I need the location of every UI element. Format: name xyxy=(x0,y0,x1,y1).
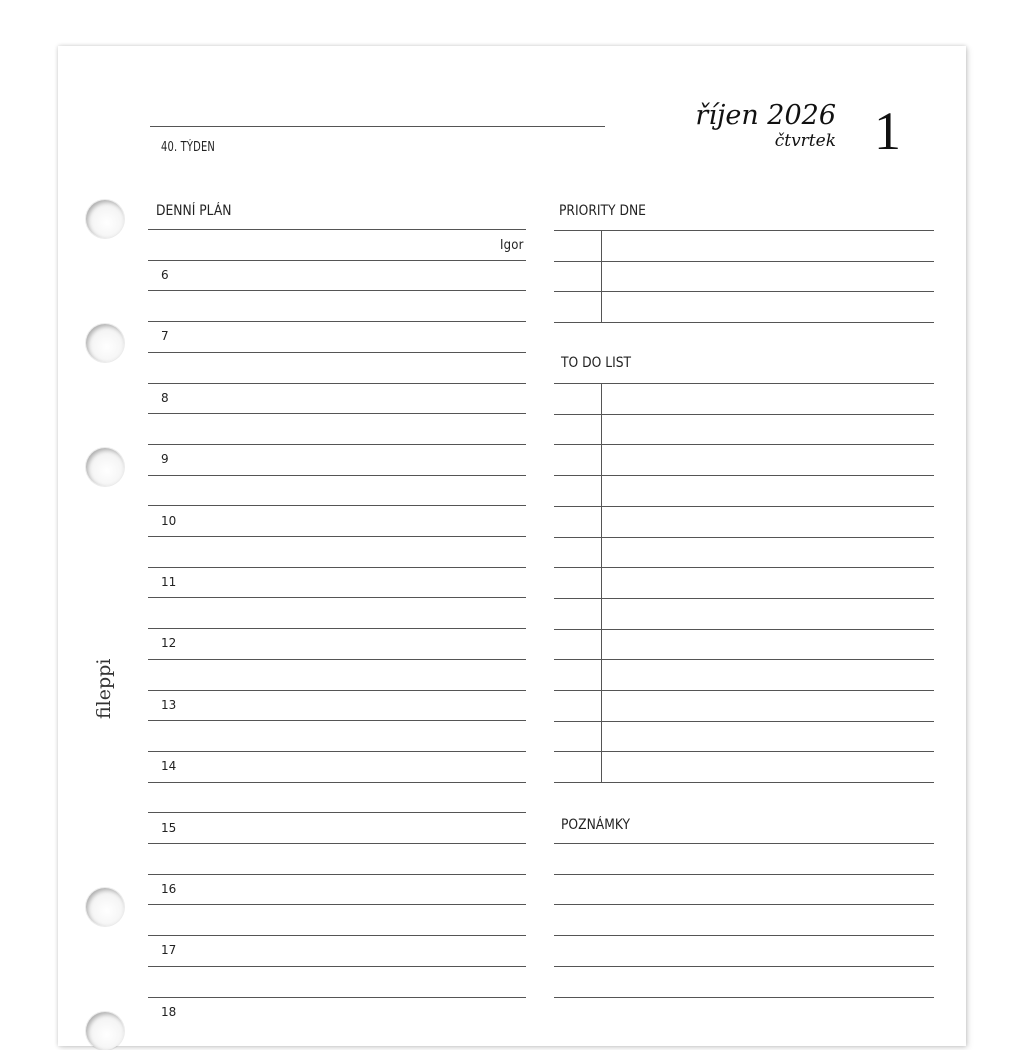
notes-rule xyxy=(554,935,934,936)
plan-rule xyxy=(148,966,526,967)
todo-rule xyxy=(554,782,934,783)
plan-rule xyxy=(148,352,526,353)
hour-label: 17 xyxy=(161,943,177,957)
priority-rule xyxy=(554,230,934,231)
hour-label: 14 xyxy=(161,759,177,773)
todo-title: TO DO LIST xyxy=(561,355,632,371)
plan-rule xyxy=(148,935,526,936)
plan-rule xyxy=(148,536,526,537)
todo-rule xyxy=(554,629,934,630)
daily-plan-title: DENNÍ PLÁN xyxy=(156,203,232,219)
plan-rule xyxy=(148,628,526,629)
binder-hole xyxy=(86,1012,124,1050)
hour-label: 7 xyxy=(161,329,169,343)
hour-label: 8 xyxy=(161,391,169,405)
todo-rule xyxy=(554,567,934,568)
plan-rule xyxy=(148,321,526,322)
todo-rule xyxy=(554,383,934,384)
binder-hole xyxy=(86,200,124,238)
day-number: 1 xyxy=(874,101,901,161)
hour-label: 10 xyxy=(161,514,177,528)
priority-checkbox-divider xyxy=(601,230,602,322)
plan-rule xyxy=(148,659,526,660)
name-label: Igor xyxy=(500,238,524,253)
plan-rule xyxy=(148,843,526,844)
plan-rule xyxy=(148,751,526,752)
brand-logo: fileppi xyxy=(93,658,115,719)
plan-rule xyxy=(148,720,526,721)
month-year: říjen 2026 xyxy=(695,100,836,131)
binder-hole xyxy=(86,448,124,486)
plan-rule xyxy=(148,260,526,261)
weekday: čtvrtek xyxy=(774,131,836,151)
todo-rule xyxy=(554,537,934,538)
todo-rule xyxy=(554,598,934,599)
todo-rule xyxy=(554,690,934,691)
priorities-title: PRIORITY DNE xyxy=(559,203,646,219)
notes-rule xyxy=(554,874,934,875)
plan-rule xyxy=(148,383,526,384)
plan-rule xyxy=(148,413,526,414)
plan-rule xyxy=(148,782,526,783)
priority-rule xyxy=(554,291,934,292)
plan-rule xyxy=(148,475,526,476)
plan-rule xyxy=(148,229,526,230)
header-rule xyxy=(150,126,605,127)
hour-label: 6 xyxy=(161,268,169,282)
planner-page xyxy=(58,46,966,1046)
todo-rule xyxy=(554,414,934,415)
binder-hole xyxy=(86,888,124,926)
notes-rule xyxy=(554,843,934,844)
plan-rule xyxy=(148,812,526,813)
todo-rule xyxy=(554,659,934,660)
priority-rule xyxy=(554,261,934,262)
plan-rule xyxy=(148,597,526,598)
notes-title: POZNÁMKY xyxy=(561,817,631,833)
hour-label: 9 xyxy=(161,452,169,466)
plan-rule xyxy=(148,874,526,875)
hour-label: 13 xyxy=(161,698,177,712)
priority-rule xyxy=(554,322,934,323)
todo-rule xyxy=(554,721,934,722)
plan-rule xyxy=(148,997,526,998)
hour-label: 18 xyxy=(161,1005,177,1019)
todo-rule xyxy=(554,751,934,752)
hour-label: 15 xyxy=(161,821,177,835)
todo-rule xyxy=(554,506,934,507)
hour-label: 16 xyxy=(161,882,177,896)
plan-rule xyxy=(148,690,526,691)
binder-hole xyxy=(86,324,124,362)
plan-rule xyxy=(148,290,526,291)
notes-rule xyxy=(554,904,934,905)
plan-rule xyxy=(148,444,526,445)
plan-rule xyxy=(148,567,526,568)
week-label: 40. TÝDEN xyxy=(161,140,216,155)
todo-rule xyxy=(554,444,934,445)
hour-label: 11 xyxy=(161,575,177,589)
notes-rule xyxy=(554,966,934,967)
notes-rule xyxy=(554,997,934,998)
plan-rule xyxy=(148,904,526,905)
hour-label: 12 xyxy=(161,636,177,650)
todo-rule xyxy=(554,475,934,476)
todo-checkbox-divider xyxy=(601,383,602,782)
plan-rule xyxy=(148,505,526,506)
